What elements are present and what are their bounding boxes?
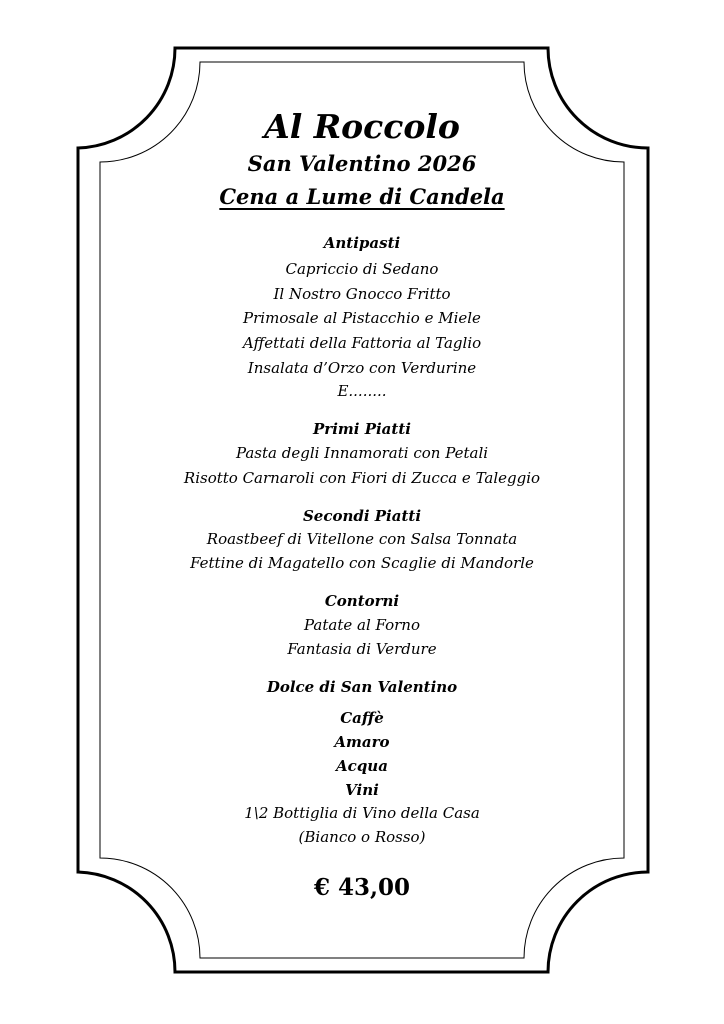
menu-item: E........ — [337, 382, 387, 400]
extra-item-acqua: Acqua — [336, 757, 388, 775]
section-heading-secondi: Secondi Piatti — [302, 507, 422, 525]
restaurant-name: Al Roccolo — [264, 107, 460, 146]
menu-item: Insalata d’Orzo con Verdurine — [247, 359, 477, 377]
section-heading-contorni: Contorni — [324, 592, 400, 610]
wine-note: (Bianco o Rosso) — [298, 828, 426, 846]
menu-item: Roastbeef di Vitellone con Salsa Tonnata — [206, 530, 518, 548]
menu-item: Fettine di Magatello con Scaglie di Mandorle — [190, 554, 534, 572]
menu-item: Pasta degli Innamorati con Petali — [235, 444, 489, 462]
section-heading-antipasti: Antipasti — [323, 234, 401, 252]
menu-item: Affettati della Fattoria al Taglio — [242, 334, 482, 352]
menu-item: Risotto Carnaroli con Fiori di Zucca e Taleggio — [183, 469, 541, 487]
menu-subtitle: Cena a Lume di Candela — [219, 184, 505, 209]
menu-item: Il Nostro Gnocco Fritto — [273, 285, 451, 303]
extra-item-amaro: Amaro — [334, 733, 390, 751]
menu-item: Primosale al Pistacchio e Miele — [243, 309, 481, 327]
section-heading-primi: Primi Piatti — [313, 420, 411, 438]
menu-item: Fantasia di Verdure — [287, 640, 437, 658]
menu-item: Capriccio di Sedano — [285, 260, 439, 278]
wine-line: 1\2 Bottiglia di Vino della Casa — [244, 804, 480, 822]
extra-item-caffe: Caffè — [340, 709, 384, 727]
menu-price: € 43,00 — [313, 874, 411, 901]
extra-item-vini: Vini — [345, 781, 379, 799]
section-heading-dolce: Dolce di San Valentino — [266, 678, 458, 696]
menu-item: Patate al Forno — [304, 616, 420, 634]
event-title: San Valentino 2026 — [247, 151, 477, 176]
